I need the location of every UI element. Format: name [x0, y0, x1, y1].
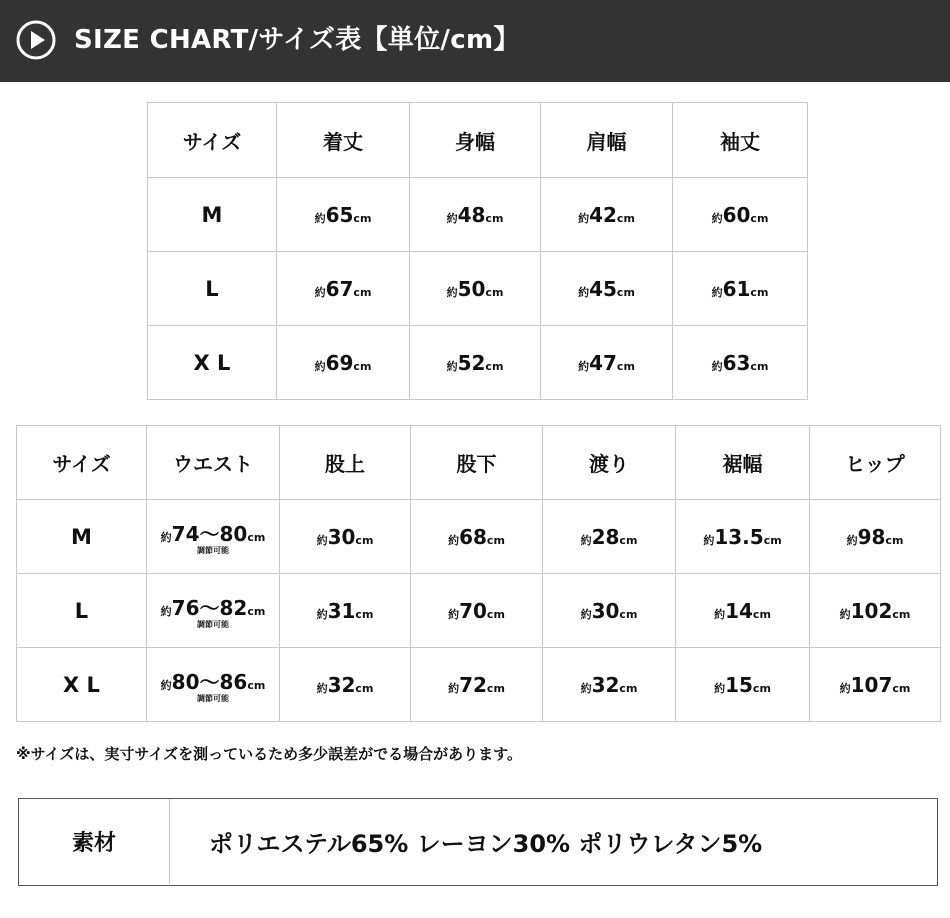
unit-label: cm: [750, 285, 769, 299]
column-header: サイズ: [17, 426, 147, 500]
unit-label: cm: [752, 607, 771, 621]
size-label: L: [148, 252, 277, 326]
table-row: [148, 178, 808, 252]
unit-label: cm: [353, 359, 372, 373]
approx-prefix: 約: [448, 607, 460, 621]
approx-prefix: 約: [160, 604, 172, 618]
unit-label: cm: [892, 681, 911, 695]
measurement-cell: [541, 326, 673, 400]
approx-prefix: 約: [578, 285, 590, 299]
measurement-cell: [543, 500, 676, 574]
column-header: ウエスト: [147, 426, 280, 500]
measurement-value: 50: [457, 276, 486, 301]
measurement-cell: [673, 326, 808, 400]
measurement-cell: [541, 178, 673, 252]
approx-prefix: 約: [160, 678, 172, 692]
measurement-footnote: ※サイズは、実寸サイズを測っているため多少誤差がでる場合があります。: [16, 745, 522, 763]
unit-label: cm: [616, 211, 635, 225]
measurement-value: 61: [722, 276, 751, 301]
unit-label: cm: [616, 359, 635, 373]
approx-prefix: 約: [839, 681, 851, 695]
unit-label: cm: [752, 681, 771, 695]
measurement-value: 98: [857, 524, 886, 549]
column-header: 肩幅: [541, 103, 673, 178]
measurement-value: 70: [459, 598, 487, 623]
approx-prefix: 約: [446, 285, 458, 299]
approx-prefix: 約: [316, 607, 328, 621]
adjustable-note: 調節可能: [197, 545, 229, 555]
measurement-value: 48: [457, 202, 486, 227]
measurement-cell: [673, 178, 808, 252]
measurement-cell: [676, 574, 810, 648]
unit-label: cm: [616, 285, 635, 299]
approx-prefix: 約: [314, 211, 326, 225]
approx-prefix: 約: [580, 607, 592, 621]
unit-label: cm: [247, 678, 266, 692]
measurement-value: 31: [327, 598, 356, 623]
measurement-value: 47: [589, 350, 617, 375]
unit-label: cm: [619, 681, 638, 695]
material-label: 素材: [19, 799, 170, 884]
approx-prefix: 約: [580, 681, 592, 695]
page-title: SIZE CHART/サイズ表【単位/cm】: [74, 25, 520, 55]
measurement-value: 65: [325, 202, 354, 227]
size-label: L: [17, 574, 147, 648]
table-row: [17, 500, 941, 574]
approx-prefix: 約: [160, 530, 172, 544]
unit-label: cm: [750, 211, 769, 225]
approx-prefix: 約: [580, 533, 592, 547]
unit-label: cm: [485, 285, 504, 299]
table-row: [17, 574, 941, 648]
measurement-value: 30: [591, 598, 620, 623]
column-header: ヒップ: [810, 426, 941, 500]
approx-prefix: 約: [446, 211, 458, 225]
measurement-value: 67: [325, 276, 354, 301]
measurement-cell: [277, 178, 410, 252]
play-circle-icon: [16, 20, 56, 60]
measurement-value: 14: [725, 598, 753, 623]
measurement-value: 32: [591, 672, 620, 697]
measurement-cell: [280, 574, 411, 648]
unit-label: cm: [892, 607, 911, 621]
unit-label: cm: [355, 533, 374, 547]
measurement-cell: [277, 252, 410, 326]
unit-label: cm: [619, 607, 638, 621]
approx-prefix: 約: [316, 533, 328, 547]
unit-label: cm: [885, 533, 904, 547]
size-label: M: [17, 500, 147, 574]
measurement-value: 107: [850, 672, 893, 697]
table-row: [148, 252, 808, 326]
measurement-cell: [810, 648, 941, 722]
unit-label: cm: [486, 533, 505, 547]
measurement-value: 72: [459, 672, 487, 697]
adjustable-note: 調節可能: [197, 619, 229, 629]
unit-label: cm: [750, 359, 769, 373]
measurement-value: 52: [457, 350, 486, 375]
approx-prefix: 約: [578, 359, 590, 373]
measurement-value: 15: [725, 672, 753, 697]
approx-prefix: 約: [711, 359, 723, 373]
unit-label: cm: [486, 607, 505, 621]
measurement-value: 76〜82: [171, 595, 248, 620]
approx-prefix: 約: [316, 681, 328, 695]
table-row: [17, 648, 941, 722]
measurement-cell: [676, 500, 810, 574]
approx-prefix: 約: [314, 359, 326, 373]
unit-label: cm: [619, 533, 638, 547]
column-header: 裾幅: [676, 426, 810, 500]
measurement-value: 68: [459, 524, 487, 549]
measurement-cell: [411, 500, 543, 574]
unit-label: cm: [353, 285, 372, 299]
header-row: [17, 426, 941, 500]
approx-prefix: 約: [711, 211, 723, 225]
approx-prefix: 約: [448, 681, 460, 695]
size-label: X L: [17, 648, 147, 722]
measurement-cell: [411, 648, 543, 722]
column-header: 渡り: [543, 426, 676, 500]
unit-label: cm: [485, 211, 504, 225]
measurement-value: 28: [591, 524, 620, 549]
measurement-cell: [673, 252, 808, 326]
approx-prefix: 約: [846, 533, 858, 547]
approx-prefix: 約: [448, 533, 460, 547]
approx-prefix: 約: [711, 285, 723, 299]
measurement-value: 32: [327, 672, 356, 697]
measurement-cell: [410, 252, 541, 326]
approx-prefix: 約: [446, 359, 458, 373]
adjustable-note: 調節可能: [197, 693, 229, 703]
bottom-size-table: [16, 425, 941, 722]
measurement-cell: [676, 648, 810, 722]
approx-prefix: 約: [839, 607, 851, 621]
measurement-cell: [810, 574, 941, 648]
unit-label: cm: [247, 604, 266, 618]
unit-label: cm: [355, 681, 374, 695]
column-header: 身幅: [410, 103, 541, 178]
column-header: 着丈: [277, 103, 410, 178]
measurement-cell: [543, 574, 676, 648]
approx-prefix: 約: [578, 211, 590, 225]
column-header: サイズ: [148, 103, 277, 178]
approx-prefix: 約: [714, 681, 726, 695]
unit-label: cm: [486, 681, 505, 695]
unit-label: cm: [763, 533, 782, 547]
approx-prefix: 約: [703, 533, 715, 547]
size-chart-header: [0, 0, 950, 82]
unit-label: cm: [485, 359, 504, 373]
measurement-cell: [541, 252, 673, 326]
unit-label: cm: [355, 607, 374, 621]
measurement-value: 63: [722, 350, 751, 375]
top-size-table: [147, 102, 808, 400]
measurement-cell: [280, 648, 411, 722]
unit-label: cm: [353, 211, 372, 225]
measurement-cell: [277, 326, 410, 400]
measurement-cell: [410, 178, 541, 252]
material-composition: ポリエステル65% レーヨン30% ポリウレタン5%: [209, 830, 763, 858]
measurement-value: 80〜86: [171, 669, 248, 694]
unit-label: cm: [247, 530, 266, 544]
approx-prefix: 約: [714, 607, 726, 621]
header-row: [148, 103, 808, 178]
column-header: 袖丈: [673, 103, 808, 178]
measurement-value: 102: [850, 598, 893, 623]
measurement-cell: [410, 326, 541, 400]
measurement-value: 60: [722, 202, 751, 227]
measurement-cell: [280, 500, 411, 574]
measurement-cell: [810, 500, 941, 574]
measurement-cell: [147, 500, 280, 574]
measurement-value: 13.5: [714, 524, 764, 549]
measurement-value: 42: [589, 202, 617, 227]
measurement-cell: [543, 648, 676, 722]
measurement-value: 69: [325, 350, 354, 375]
measurement-value: 45: [589, 276, 617, 301]
measurement-cell: [147, 648, 280, 722]
table-row: [148, 326, 808, 400]
size-label: X L: [148, 326, 277, 400]
column-header: 股下: [411, 426, 543, 500]
material-box: [18, 798, 938, 886]
approx-prefix: 約: [314, 285, 326, 299]
column-header: 股上: [280, 426, 411, 500]
measurement-value: 74〜80: [171, 521, 248, 546]
measurement-value: 30: [327, 524, 356, 549]
measurement-cell: [147, 574, 280, 648]
measurement-cell: [411, 574, 543, 648]
size-label: M: [148, 178, 277, 252]
